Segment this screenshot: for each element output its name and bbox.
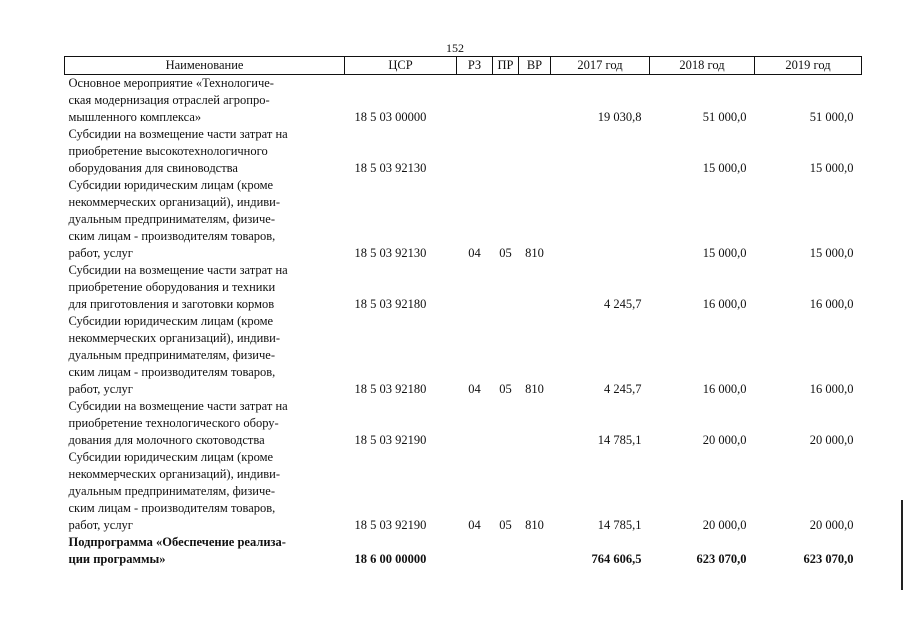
cell-rz: [457, 75, 493, 127]
cell-csr: 18 5 03 92130: [354, 246, 427, 260]
cell-csr: 18 6 00 00000: [354, 552, 427, 566]
cell-rz: [457, 126, 493, 177]
cell-2019: 20 000,0: [809, 433, 854, 447]
cell-2017: 14 785,1: [597, 518, 642, 532]
cell-vr: 810: [525, 246, 544, 260]
cell-rz: 04: [468, 382, 481, 396]
cell-vr: [519, 398, 551, 449]
cell-2019: 51 000,0: [809, 110, 854, 124]
cell-pr: [493, 126, 519, 177]
cell-vr: [519, 534, 551, 568]
table-row: [65, 534, 862, 568]
header-csr: ЦСР: [345, 57, 457, 75]
cell-csr: 18 5 03 92190: [354, 518, 427, 532]
cell-2017: 14 785,1: [597, 433, 642, 447]
cell-2017: [551, 177, 650, 262]
scan-edge-mark: [901, 500, 903, 590]
cell-name: Субсидии на возмещение части затрат на приобретение технологического обору- дования для молочного скотоводства: [68, 399, 288, 447]
cell-pr: 05: [499, 246, 512, 260]
cell-csr: 18 5 03 92180: [354, 297, 427, 311]
table-header-row: [65, 57, 862, 75]
header-rz: РЗ: [457, 57, 493, 75]
cell-rz: [457, 262, 493, 313]
cell-name: Субсидии юридическим лицам (кроме некоммерческих организаций), индиви- дуальным предпринимателям, физиче- ским лицам - производителям товаров, работ, услуг: [68, 450, 281, 532]
budget-table: [64, 56, 862, 568]
cell-pr: [493, 534, 519, 568]
cell-name: Субсидии на возмещение части затрат на приобретение оборудования и техники для приготовления и заготовки кормов: [68, 263, 288, 311]
cell-name: Основное мероприятие «Технологиче- ская модернизация отраслей агропро- мышленного комплекса»: [68, 76, 274, 124]
cell-vr: [519, 126, 551, 177]
header-2018: 2018 год: [650, 57, 755, 75]
header-pr: ПР: [493, 57, 519, 75]
cell-2018: 51 000,0: [702, 110, 747, 124]
cell-csr: 18 5 03 92180: [354, 382, 427, 396]
table-body: [65, 75, 862, 569]
cell-2018: 16 000,0: [702, 297, 747, 311]
header-2017: 2017 год: [551, 57, 650, 75]
cell-2018: 15 000,0: [702, 246, 747, 260]
table-row: [65, 398, 862, 449]
page-number: 152: [446, 41, 464, 55]
cell-vr: 810: [525, 518, 544, 532]
cell-vr: [519, 75, 551, 127]
table-row: [65, 313, 862, 398]
cell-2017: 4 245,7: [604, 297, 642, 311]
cell-name: Подпрограмма «Обеспечение реализа- ции программы»: [68, 535, 286, 566]
cell-2017: 19 030,8: [597, 110, 642, 124]
cell-2019: 623 070,0: [803, 552, 854, 566]
cell-2018: 15 000,0: [702, 161, 747, 175]
cell-rz: [457, 534, 493, 568]
cell-csr: 18 5 03 92190: [354, 433, 427, 447]
table-row: [65, 262, 862, 313]
cell-2017: 764 606,5: [591, 552, 642, 566]
cell-pr: 05: [499, 518, 512, 532]
cell-name: Субсидии юридическим лицам (кроме некоммерческих организаций), индиви- дуальным предпринимателям, физиче- ским лицам - производителям товаров, работ, услуг: [68, 314, 281, 396]
cell-pr: [493, 398, 519, 449]
cell-2019: 15 000,0: [809, 246, 854, 260]
cell-rz: 04: [468, 246, 481, 260]
cell-2019: 16 000,0: [809, 297, 854, 311]
table-row: [65, 75, 862, 127]
cell-csr: 18 5 03 92130: [354, 161, 427, 175]
cell-2018: 20 000,0: [702, 433, 747, 447]
cell-pr: [493, 75, 519, 127]
cell-vr: 810: [525, 382, 544, 396]
cell-2018: 20 000,0: [702, 518, 747, 532]
cell-name: Субсидии юридическим лицам (кроме некоммерческих организаций), индиви- дуальным предпринимателям, физиче- ским лицам - производителям товаров, работ, услуг: [68, 178, 281, 260]
cell-name: Субсидии на возмещение части затрат на приобретение высокотехнологичного оборудования для свиноводства: [68, 127, 288, 175]
cell-2018: 623 070,0: [696, 552, 747, 566]
table-row: [65, 177, 862, 262]
cell-2019: 15 000,0: [809, 161, 854, 175]
cell-pr: [493, 262, 519, 313]
header-name: Наименование: [65, 57, 345, 75]
cell-2017: [551, 126, 650, 177]
table-row: [65, 126, 862, 177]
cell-csr: 18 5 03 00000: [354, 110, 427, 124]
cell-pr: 05: [499, 382, 512, 396]
cell-vr: [519, 262, 551, 313]
header-2019: 2019 год: [755, 57, 862, 75]
cell-2019: 20 000,0: [809, 518, 854, 532]
header-vr: ВР: [519, 57, 551, 75]
cell-2017: 4 245,7: [604, 382, 642, 396]
table-row: [65, 449, 862, 534]
cell-2019: 16 000,0: [809, 382, 854, 396]
cell-2018: 16 000,0: [702, 382, 747, 396]
cell-rz: [457, 398, 493, 449]
cell-rz: 04: [468, 518, 481, 532]
